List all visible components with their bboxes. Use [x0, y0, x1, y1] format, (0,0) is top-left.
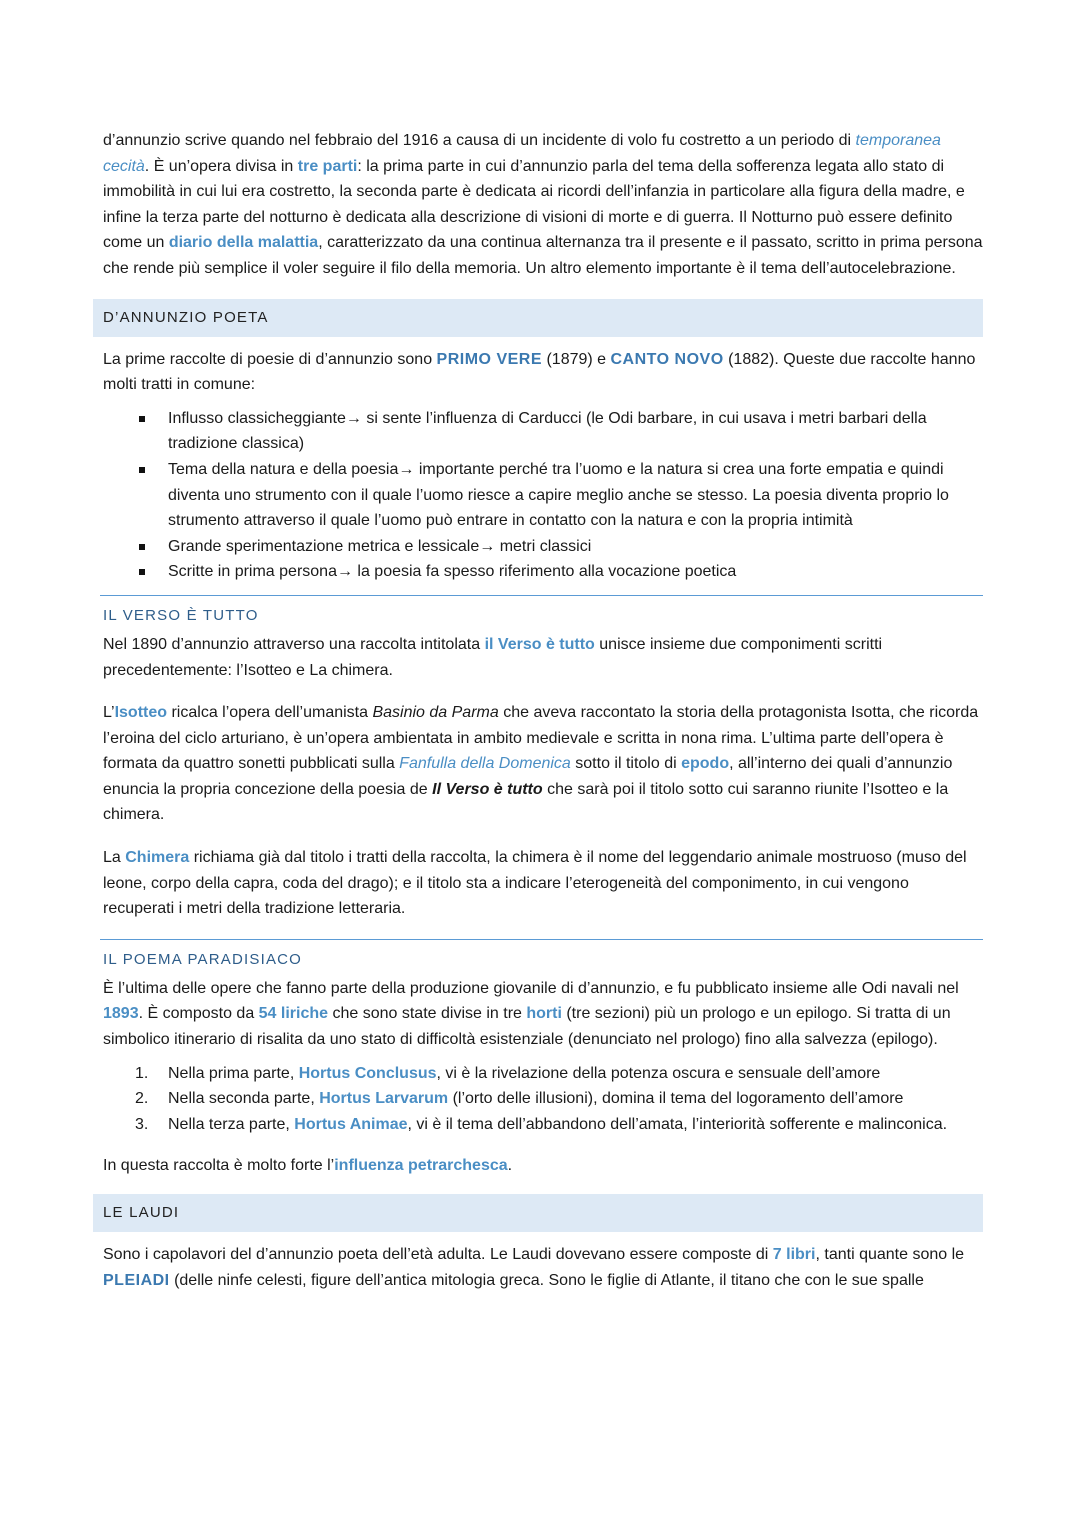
poema-paragraph-1: È l’ultima delle opere che fanno parte della produzione giovanile di d’annunzio, e fu pubblicato insieme alle Odi navali nel 1893. È composto da 54 liriche che sono state divise in tre horti (tre sezioni) più un prologo e un epilogo. Si tratta di un simbolico itinerario di risalita da uno stato di difficoltà esistenziale (denunciato nel prologo) fino alla salvezza (epilogo).	[103, 979, 959, 1049]
list-item: Influsso classicheggiante→ si sente l’influenza di Carducci (le Odi barbare, in cui usava i metri barbari della tradizione classica)	[168, 406, 983, 457]
list-item: Grande sperimentazione metrica e lessicale→ metri classici	[168, 534, 983, 560]
poema-paragraph-2: In questa raccolta è molto forte l’influenza petrarchesca.	[103, 1157, 513, 1175]
list-item: 2. Nella seconda parte, Hortus Larvarum (l’orto delle illusioni), domina il tema del logoramento dell’amore	[135, 1090, 904, 1108]
intro-paragraph: d’annunzio scrive quando nel febbraio del 1916 a causa di un incidente di volo fu costretto a un periodo di temporanea cecità. È un’opera divisa in tre parti: la prima parte in cui d’annunzio parla del tema della sofferenza legata allo stato di immobilità in cui lui era costretto, la seconda parte è dedicata ai ricordi dell’infanzia in particolare alla figura della madre, e infine la terza parte del notturno è dedicata alla descrizione di visioni di morte e di guerra. Il Notturno può essere definito come un diario della malattia, caratterizzato da una continua alternanza tra il presente e il passato, scritto in prima persona che rende più semplice il voler seguire il filo della memoria. Un altro elemento importante è il tema dell’autocelebrazione.	[103, 132, 983, 277]
section-heading-poema: IL POEMA PARADISIACO	[100, 939, 983, 968]
list-item: Tema della natura e della poesia→ importante perché tra l’uomo e la natura si crea una forte empatia e quindi diventa uno strumento con il quale l’uomo riesce a capire meglio anche se stesso. La poesia diventa proprio lo strumento attraverso il quale l’uomo può entrare in contatto con la natura e con la propria intimità	[168, 457, 983, 534]
laudi-paragraph: Sono i capolavori del d’annunzio poeta dell’età adulta. Le Laudi dovevano essere composte di 7 libri, tanti quante sono le PLEIADI (delle ninfe celesti, figure dell’antica mitologia greca. Sono le figlie di Atlante, il titano che con le sue spalle	[103, 1246, 965, 1289]
poema-numbered-list	[103, 1061, 983, 1138]
section-heading-laudi: LE LAUDI	[93, 1194, 983, 1232]
poeta-paragraph: La prime raccolte di poesie di d’annunzio sono PRIMO VERE (1879) e CANTO NOVO (1882). Queste due raccolte hanno molti tratti in comune:	[103, 350, 976, 394]
section-heading-verso: IL VERSO È TUTTO	[100, 595, 983, 624]
section-heading-poeta: D’ANNUNZIO POETA	[93, 299, 983, 337]
verso-paragraph-1: Nel 1890 d’annunzio attraverso una raccolta intitolata il Verso è tutto unisce insieme due componimenti scritti precedentemente: l’Isotteo e La chimera.	[103, 635, 883, 679]
document-page	[103, 128, 983, 1293]
verso-paragraph-2: L’Isotteo ricalca l’opera dell’umanista Basinio da Parma che aveva raccontato la storia della protagonista Isotta, che ricorda l’eroina del ciclo arturiano, è un’opera ambientata in ambito medievale e scritta in nona rima. L’ultima parte dell’opera è formata da quattro sonetti pubblicati sulla Fanfulla della Domenica sotto il titolo di epodo, all’interno dei quali d’annunzio enuncia la propria concezione della poesia de Il Verso è tutto che sarà poi il titolo sotto cui saranno riunite l’Isotteo e la chimera.	[103, 704, 979, 824]
verso-paragraph-3: La Chimera richiama già dal titolo i tratti della raccolta, la chimera è il nome del leggendario animale mostruoso (muso del leone, corpo della capra, coda del drago); e il titolo sta a indicare l’eterogeneità del componimento, in cui vengono recuperati i metri della tradizione letteraria.	[103, 849, 967, 918]
list-item: 1. Nella prima parte, Hortus Conclusus, vi è la rivelazione della potenza oscura e sensuale dell’amore	[135, 1064, 881, 1082]
list-item: Scritte in prima persona→ la poesia fa spesso riferimento alla vocazione poetica	[168, 559, 983, 585]
list-item: 3. Nella terza parte, Hortus Animae, vi è il tema dell’abbandono dell’amata, l’interiorità sofferente e malinconica.	[135, 1115, 948, 1133]
poeta-bullet-list	[103, 406, 983, 585]
